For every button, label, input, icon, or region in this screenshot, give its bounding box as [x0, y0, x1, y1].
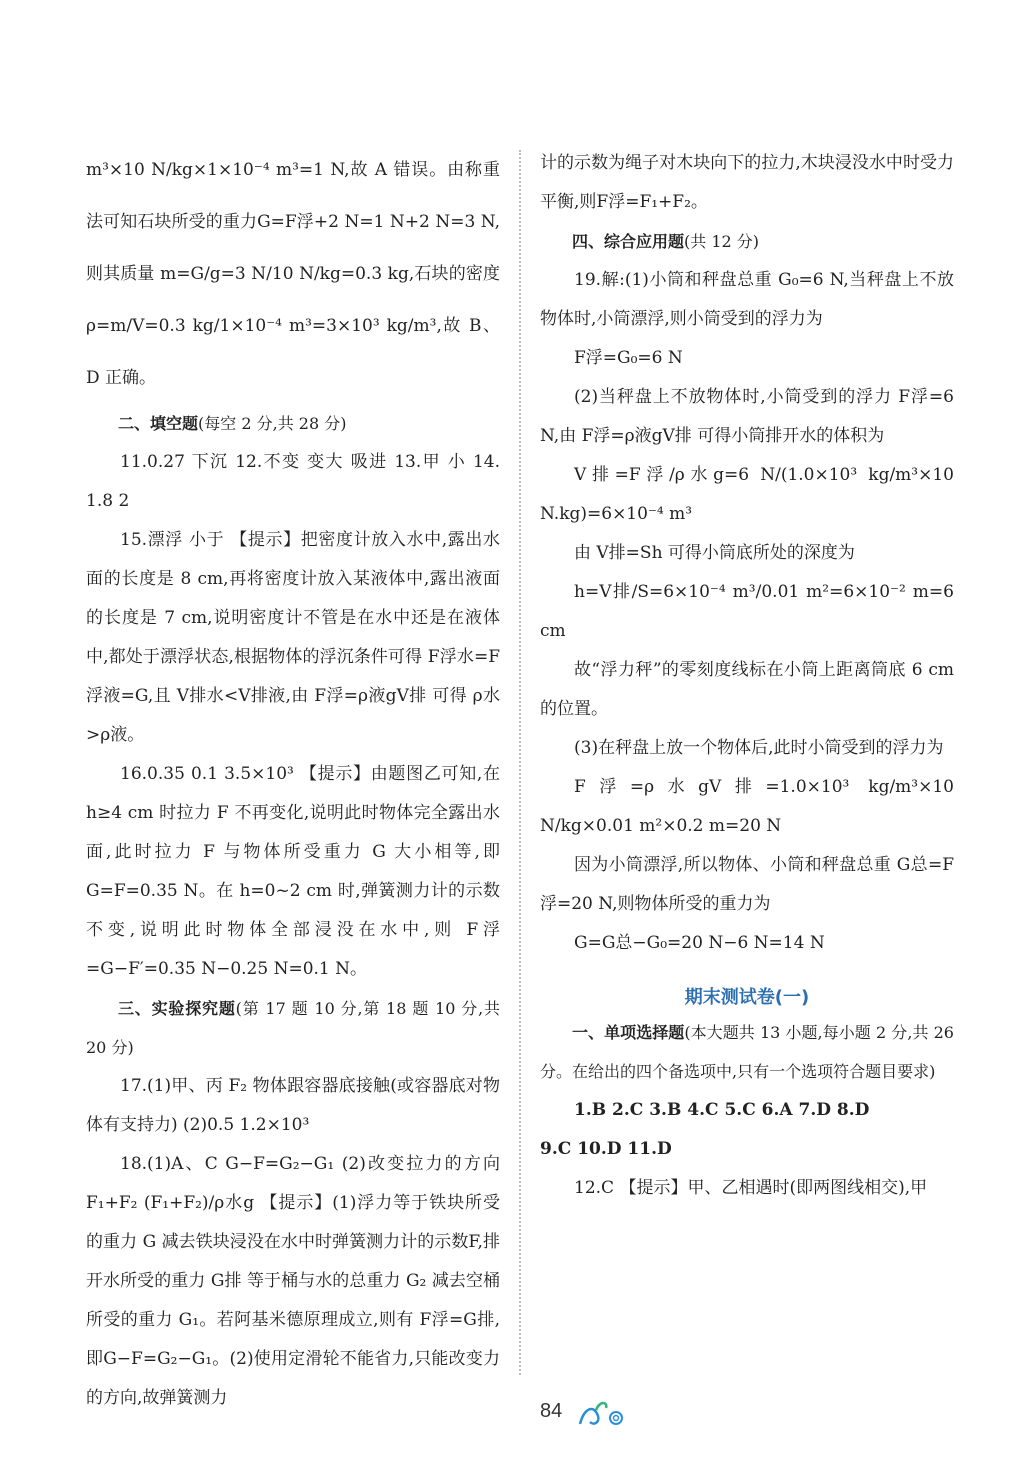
equation: h=V排/S=6×10⁻⁴ m³/0.01 m²=6×10⁻² m=6 cm: [540, 582, 954, 641]
answer-18: 18.(1)A、C G−F=G₂−G₁ (2)改变拉力的方向 F₁+F₂ (F₁+F₂)/ρ水g 【提示】(1)浮力等于铁块所受的重力 G 减去铁块浸没在水中时弹簧测力计的示数F,排开水所受的重力 G排 等于桶与水的总重力 G₂ 减去空桶所受的重力 G₁。若阿基米德原理成立,则有 F浮=G排,即G−F=G₂−G₁。(2)使用定滑轮不能省力,只能改变力的方向,故弹簧测力: [86, 1154, 500, 1408]
answer-15: 15.漂浮 小于 【提示】把密度计放入水中,露出水面的长度是 8 cm,再将密度计放入某液体中,露出液面的长度是 7 cm,说明密度计不管是在水中还是在液体中,都处于漂浮状态,根据物体的浮沉条件可得 F浮水=F浮液=G,且 V排水<V排液,由 F浮=ρ液gV排 可得 ρ水>ρ液。: [86, 530, 500, 745]
section-title: 期末测试卷(一): [684, 987, 810, 1008]
section-heading-single-choice: [540, 1013, 954, 1091]
answers-1-8: 1.B 2.C 3.B 4.C 5.C 6.A 7.D 8.D: [574, 1100, 870, 1120]
equation: V排=F浮/ρ水g=6 N/(1.0×10³ kg/m³×10 N.kg)=6×10⁻⁴ m³: [540, 465, 954, 524]
column-divider: [519, 150, 521, 1375]
right-column: [540, 144, 954, 1208]
answer-19-part2-conclusion: 故“浮力秤”的零刻度线标在小筒上距离筒底 6 cm 的位置。: [540, 660, 954, 719]
heading-text: 二、填空题: [118, 414, 199, 433]
heading-note: (每空 2 分,共 28 分): [198, 414, 347, 433]
page-number: 84: [540, 1400, 563, 1422]
answer-19-part3-text: 因为小筒漂浮,所以物体、小筒和秤盘总重 G总=F浮=20 N,则物体所受的重力为: [540, 855, 954, 914]
answer-17: 17.(1)甲、丙 F₂ 物体跟容器底接触(或容器底对物体有支持力) (2)0.5 1.2×10³: [86, 1076, 500, 1135]
section-heading-experiment: [86, 989, 500, 1067]
answer-19-part3: (3)在秤盘上放一个物体后,此时小筒受到的浮力为: [574, 738, 944, 758]
answers-11-14: 11.0.27 下沉 12.不变 变大 吸进 13.甲 小 14. 1.8 2: [86, 452, 500, 511]
heading-text: 一、单项选择题: [572, 1023, 685, 1042]
answer-12: 12.C 【提示】甲、乙相遇时(即两图线相交),甲: [574, 1178, 928, 1198]
section-heading-fill-blank: [86, 404, 500, 443]
equation: F浮=G₀=6 N: [574, 348, 683, 368]
equation: G=G总−G₀=20 N−6 N=14 N: [574, 933, 825, 953]
swirl-logo-icon: [576, 1398, 632, 1433]
q18-continued: 计的示数为绳子对木块向下的拉力,木块浸没水中时受力平衡,则F浮=F₁+F₂。: [540, 153, 954, 212]
answer-19-part2-text: 由 V排=Sh 可得小筒底所处的深度为: [574, 543, 855, 563]
heading-note: (共 12 分): [684, 232, 760, 251]
heading-text: 三、实验探究题: [118, 999, 236, 1018]
equation: F浮=ρ水gV排=1.0×10³ kg/m³×10 N/kg×0.01 m²×0.2 m=20 N: [540, 777, 954, 836]
heading-note: (本大题共 13 小题,每小题 2 分,共 26 分。在给出的四个备选项中,只有一个选项符合题目要求): [540, 1023, 954, 1081]
answer-16: 16.0.35 0.1 3.5×10³ 【提示】由题图乙可知,在 h≥4 cm 时拉力 F 不再变化,说明此时物体完全露出水面,此时拉力 F 与物体所受重力 G 大小相等,即 G=F=0.35 N。在 h=0~2 cm 时,弹簧测力计的示数不变,说明此时物体全部浸没在水中,则 F浮=G−F′=0.35 N−0.25 N=0.1 N。: [86, 764, 500, 979]
answer-19-part1: 19.解:(1)小筒和秤盘总重 G₀=6 N,当秤盘上不放物体时,小筒漂浮,则小筒受到的浮力为: [540, 270, 954, 329]
answers-9-11: 9.C 10.D 11.D: [540, 1139, 672, 1159]
heading-note: (第 17 题 10 分,第 18 题 10 分,共 20 分): [86, 999, 500, 1057]
section-heading-application: [540, 222, 954, 261]
answer-19-part2: (2)当秤盘上不放物体时,小筒受到的浮力 F浮=6 N,由 F浮=ρ液gV排 可得小筒排开水的体积为: [540, 387, 954, 446]
left-column: [86, 144, 500, 1418]
heading-text: 四、综合应用题: [572, 232, 685, 251]
q10-continued: m³×10 N/kg×1×10⁻⁴ m³=1 N,故 A 错误。由称重法可知石块所受的重力G=F浮+2 N=1 N+2 N=3 N,则其质量 m=G/g=3 N/10 N/kg=0.3 kg,石块的密度 ρ=m/V=0.3 kg/1×10⁻⁴ m³=3×10³ kg/m³,故 B、D 正确。: [86, 160, 500, 388]
